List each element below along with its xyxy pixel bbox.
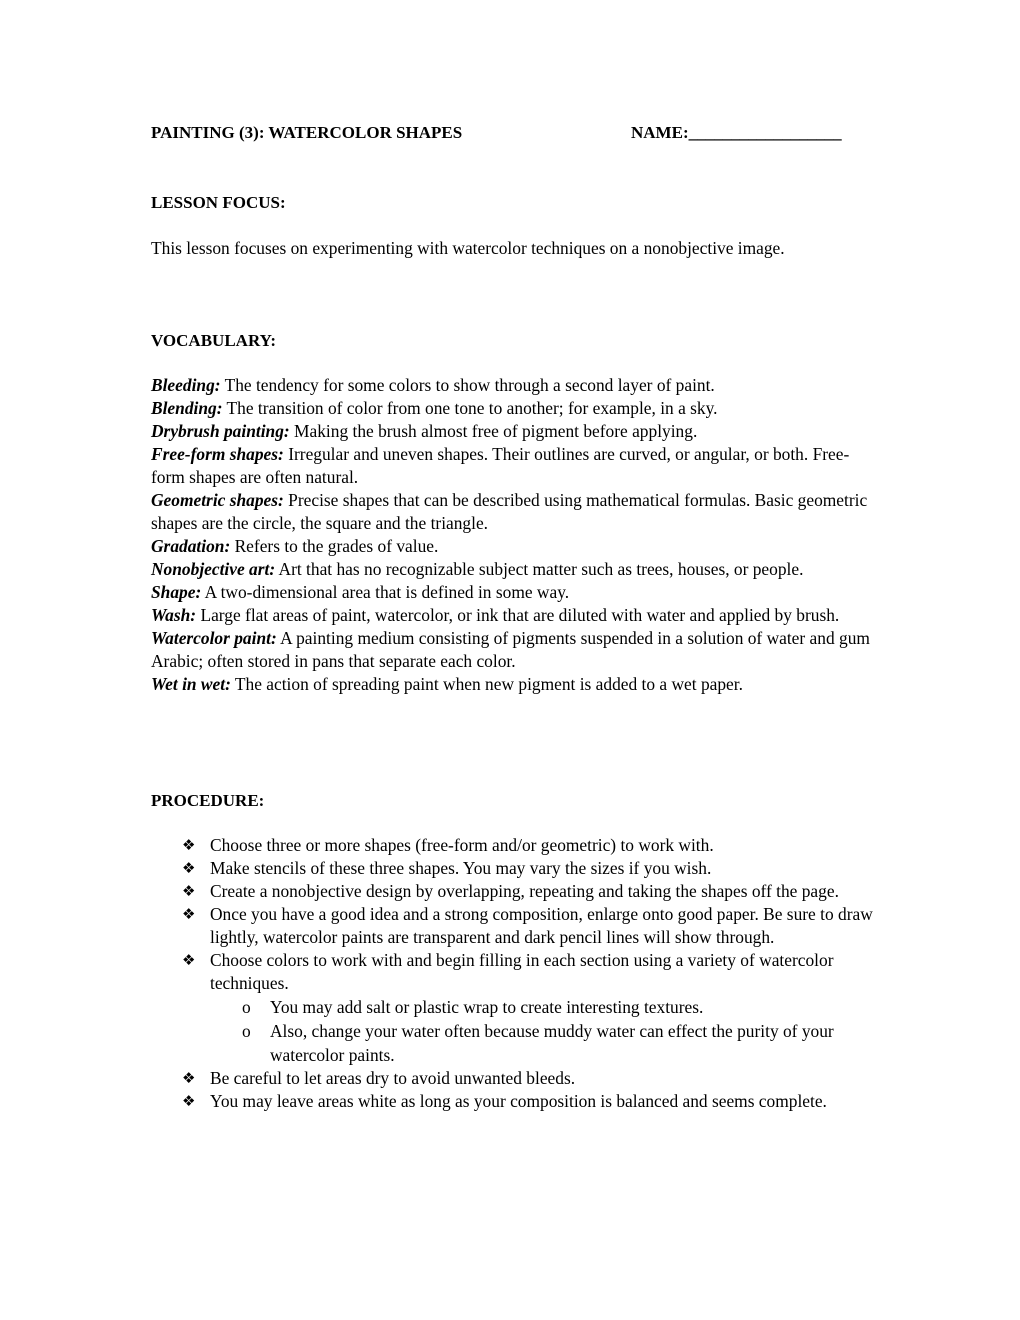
vocab-entry-free-form <box>151 443 873 489</box>
diamond-bullet-icon: ❖ <box>182 905 196 923</box>
vocabulary-list <box>151 374 873 696</box>
step-text: Choose colors to work with and begin filling in each section using a variety of watercolor techniques. <box>210 950 834 993</box>
list-item <box>151 949 873 995</box>
vocab-entry-drybrush <box>151 420 873 443</box>
vocabulary-heading: VOCABULARY: <box>151 331 277 350</box>
diamond-bullet-icon: ❖ <box>182 951 196 969</box>
vocab-definition: Art that has no recognizable subject matter such as trees, houses, or people. <box>275 559 804 579</box>
step-text: You may leave areas white as long as your composition is balanced and seems complete. <box>210 1091 827 1111</box>
vocab-entry-geometric <box>151 489 873 535</box>
name-field-label: NAME:__________________ <box>631 123 842 142</box>
vocab-definition: Precise shapes that can be described using mathematical formulas. Basic geometric shapes are the circle, the square and the triangle. <box>151 490 868 533</box>
diamond-bullet-icon: ❖ <box>182 1092 196 1110</box>
vocab-term: Blending: <box>151 398 223 418</box>
title-row <box>151 122 873 144</box>
vocab-entry-bleeding <box>151 374 873 397</box>
vocab-definition: Irregular and uneven shapes. Their outlines are curved, or angular, or both. Free-form shapes are often natural. <box>151 444 850 487</box>
step-text: Choose three or more shapes (free-form and/or geometric) to work with. <box>210 835 714 855</box>
lesson-focus-text: This lesson focuses on experimenting with watercolor techniques on a nonobjective image. <box>151 238 785 258</box>
vocab-entry-watercolor-paint <box>151 627 873 673</box>
vocab-entry-gradation <box>151 535 873 558</box>
sub-list-item <box>151 995 873 1019</box>
list-item <box>151 857 873 880</box>
vocab-term: Shape: <box>151 582 202 602</box>
step-text: Create a nonobjective design by overlapping, repeating and taking the shapes off the page. <box>210 881 839 901</box>
vocab-term: Watercolor paint: <box>151 628 277 648</box>
diamond-bullet-icon: ❖ <box>182 836 196 854</box>
vocab-term: Geometric shapes: <box>151 490 284 510</box>
vocab-term: Wet in wet: <box>151 674 231 694</box>
procedure-heading: PROCEDURE: <box>151 791 265 810</box>
sub-list-item <box>151 1019 873 1067</box>
vocab-definition: Making the brush almost free of pigment before applying. <box>289 421 698 441</box>
vocab-definition: Refers to the grades of value. <box>230 536 439 556</box>
vocab-entry-wet-in-wet <box>151 673 873 696</box>
step-text: Make stencils of these three shapes. You may vary the sizes if you wish. <box>210 858 712 878</box>
circle-bullet-icon: o <box>242 1021 251 1041</box>
procedure-list <box>151 834 873 1113</box>
diamond-bullet-icon: ❖ <box>182 1069 196 1087</box>
vocab-term: Wash: <box>151 605 197 625</box>
vocab-definition: A two-dimensional area that is defined in some way. <box>201 582 570 602</box>
vocab-definition: Large flat areas of paint, watercolor, or ink that are diluted with water and applied by brush. <box>196 605 840 625</box>
lesson-focus-heading: LESSON FOCUS: <box>151 193 286 212</box>
list-item <box>151 1090 873 1113</box>
vocab-term: Gradation: <box>151 536 231 556</box>
vocab-term: Free-form shapes: <box>151 444 284 464</box>
step-text: Be careful to let areas dry to avoid unwanted bleeds. <box>210 1068 576 1088</box>
vocab-entry-shape <box>151 581 873 604</box>
vocab-term: Drybrush painting: <box>151 421 290 441</box>
list-item <box>151 903 873 949</box>
vocab-definition: The action of spreading paint when new pigment is added to a wet paper. <box>230 674 743 694</box>
page-title: PAINTING (3): WATERCOLOR SHAPES <box>151 123 463 142</box>
step-text: Once you have a good idea and a strong composition, enlarge onto good paper. Be sure to draw lightly, watercolor paints are transparent and dark pencil lines will show through. <box>210 904 873 947</box>
circle-bullet-icon: o <box>242 997 251 1017</box>
vocab-term: Bleeding: <box>151 375 221 395</box>
list-item <box>151 880 873 903</box>
vocab-entry-wash <box>151 604 873 627</box>
vocab-entry-blending <box>151 397 873 420</box>
vocab-entry-nonobjective <box>151 558 873 581</box>
diamond-bullet-icon: ❖ <box>182 882 196 900</box>
sub-step-text: Also, change your water often because muddy water can effect the purity of your watercolor paints. <box>270 1021 834 1065</box>
vocab-term: Nonobjective art: <box>151 559 276 579</box>
sub-step-text: You may add salt or plastic wrap to create interesting textures. <box>270 997 704 1017</box>
diamond-bullet-icon: ❖ <box>182 859 196 877</box>
vocab-definition: A painting medium consisting of pigments suspended in a solution of water and gum Arabic; often stored in pans that separate each color. <box>151 628 870 671</box>
vocab-definition: The transition of color from one tone to another; for example, in a sky. <box>222 398 718 418</box>
list-item <box>151 1067 873 1090</box>
vocab-definition: The tendency for some colors to show through a second layer of paint. <box>220 375 715 395</box>
list-item <box>151 834 873 857</box>
